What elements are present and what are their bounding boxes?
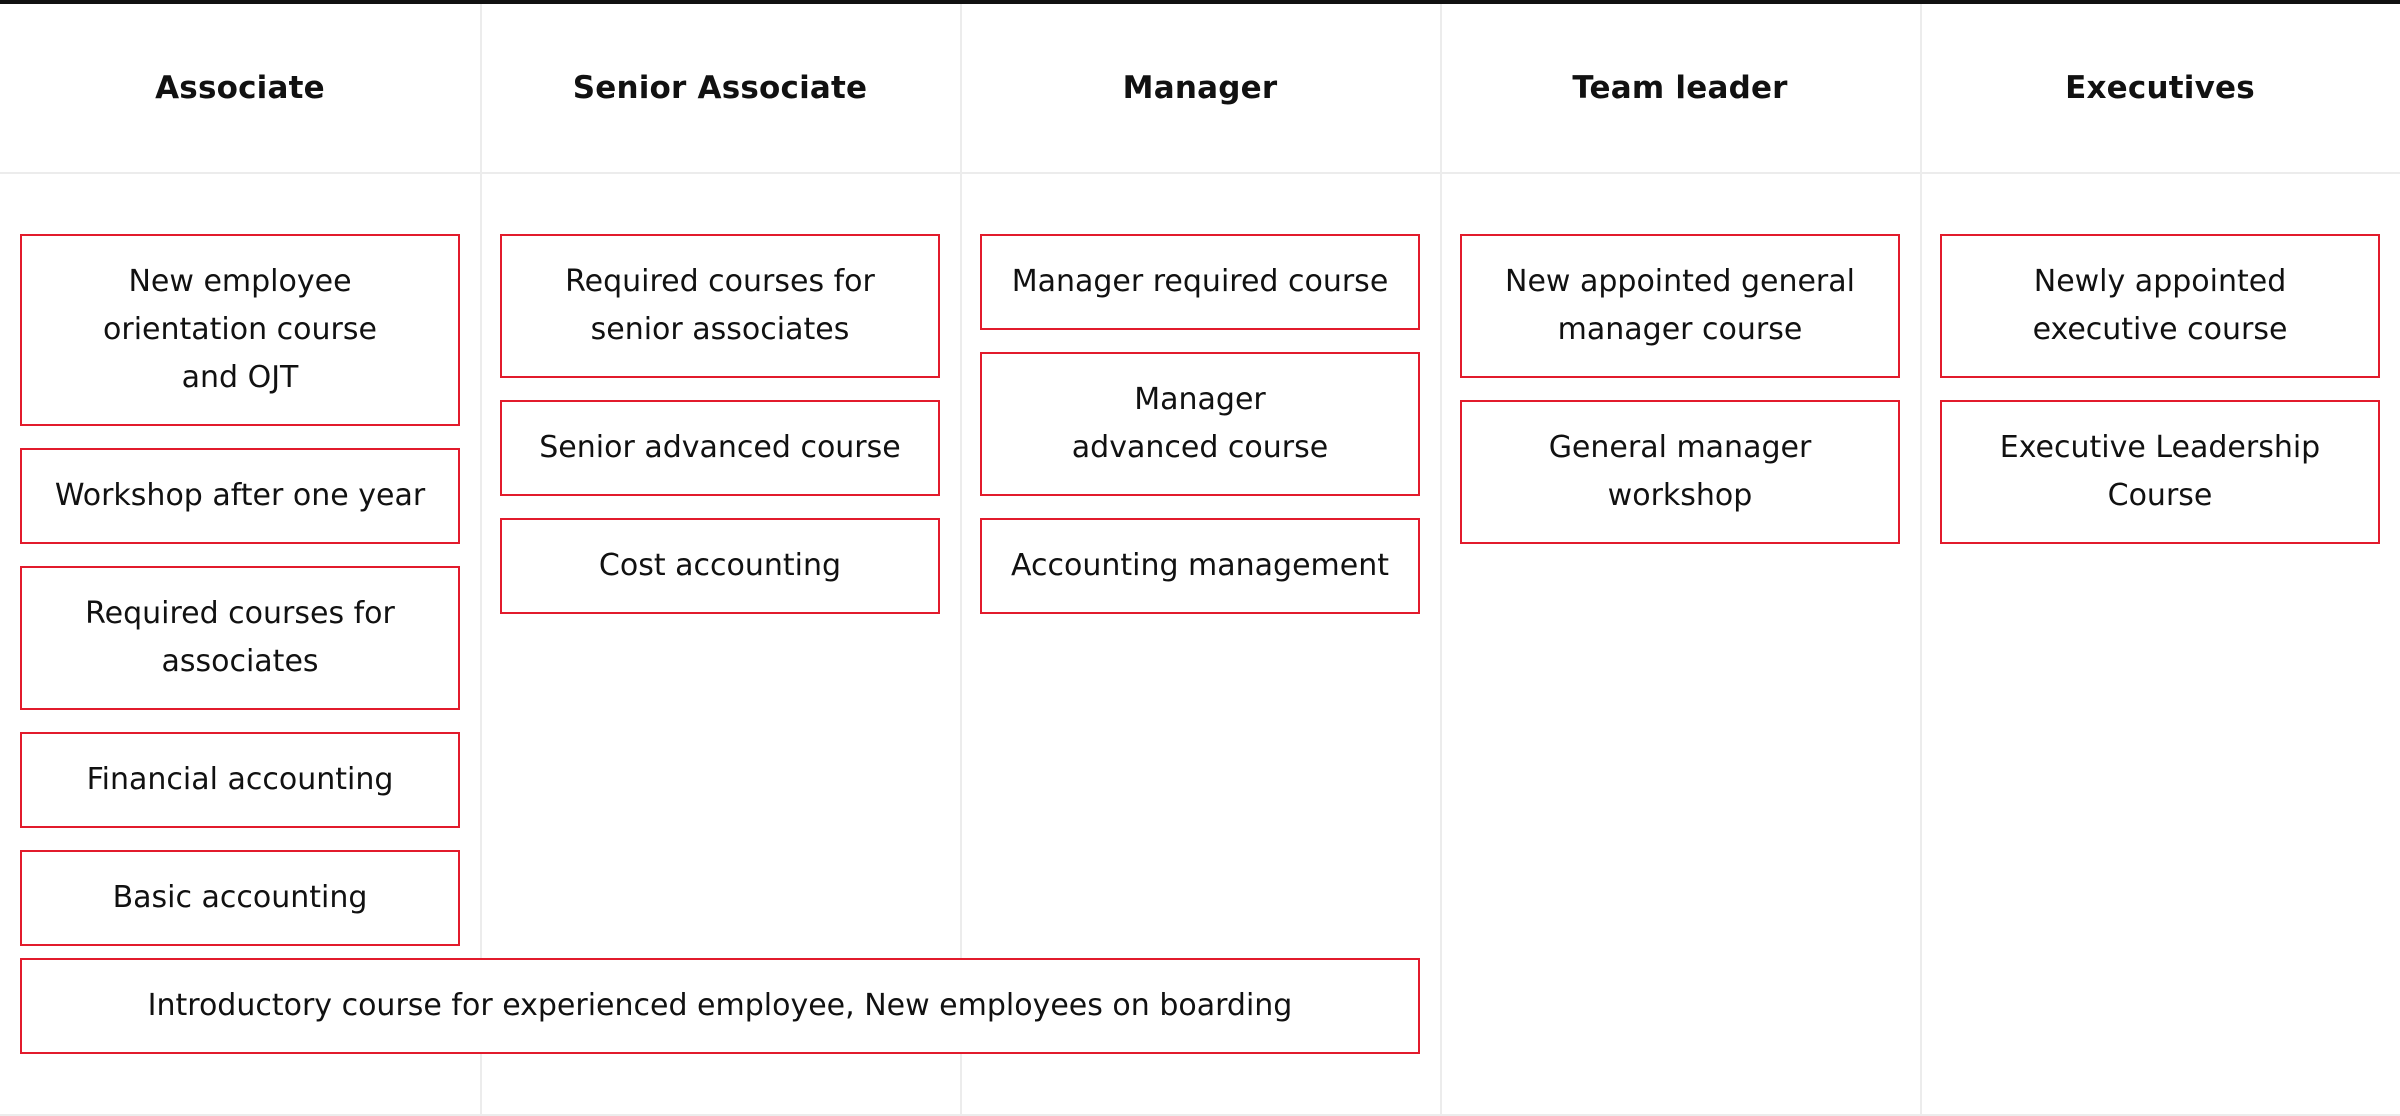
- column-header-manager: Manager: [1122, 70, 1278, 106]
- associate-course-column: [20, 234, 460, 946]
- course-box: General manager workshop: [1460, 400, 1900, 544]
- course-box: Financial accounting: [20, 732, 460, 828]
- executives-course-column: [1940, 234, 2380, 544]
- column-header-team-leader: Team leader: [1572, 70, 1788, 106]
- course-box: New employee orientation course and OJT: [20, 234, 460, 426]
- manager-course-column: [980, 234, 1420, 614]
- course-box: Manager advanced course: [980, 352, 1420, 496]
- course-box: Newly appointed executive course: [1940, 234, 2380, 378]
- course-box: Cost accounting: [500, 518, 940, 614]
- header-divider: [0, 172, 2400, 174]
- course-box: New appointed general manager course: [1460, 234, 1900, 378]
- column-header-senior-associate: Senior Associate: [572, 70, 868, 106]
- course-box: Required courses for senior associates: [500, 234, 940, 378]
- course-box: Required courses for associates: [20, 566, 460, 710]
- senior-associate-course-column: [500, 234, 940, 614]
- column-header-associate: Associate: [155, 70, 325, 106]
- course-box: Accounting management: [980, 518, 1420, 614]
- course-box: Basic accounting: [20, 850, 460, 946]
- column-header-executives: Executives: [2065, 70, 2255, 106]
- team-leader-course-column: [1460, 234, 1900, 544]
- course-box: Manager required course: [980, 234, 1420, 330]
- course-box: Workshop after one year: [20, 448, 460, 544]
- course-box: Executive Leadership Course: [1940, 400, 2380, 544]
- shared-course-box: Introductory course for experienced employee, New employees on boarding: [20, 958, 1420, 1054]
- course-box: Senior advanced course: [500, 400, 940, 496]
